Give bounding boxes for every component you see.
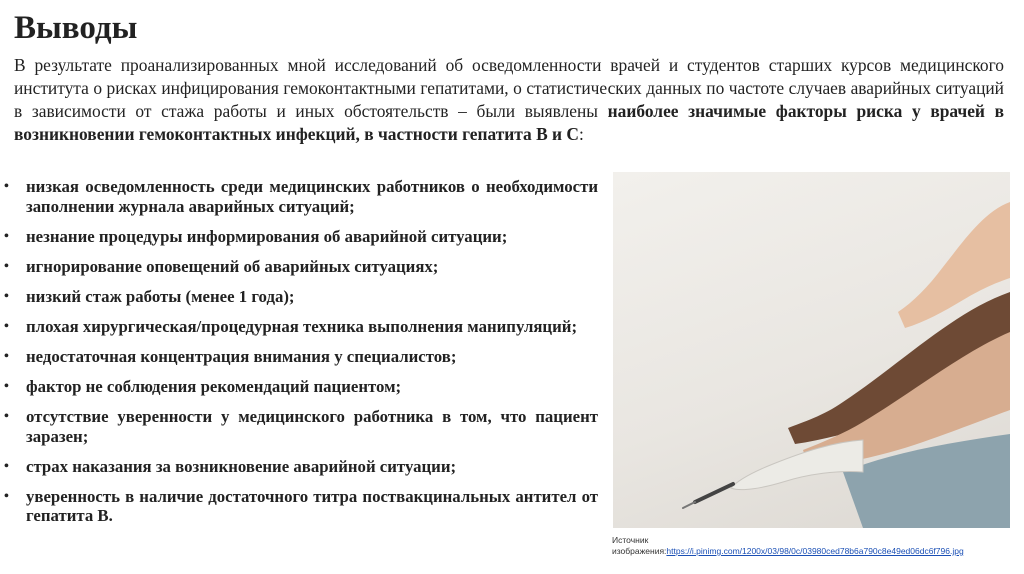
list-item: [4, 287, 598, 307]
bullet-icon: •: [4, 409, 9, 425]
list-item-text: незнание процедуры информирования об аварийной ситуации;: [26, 226, 508, 246]
scalpel-shape: [695, 484, 733, 502]
list-item: [4, 377, 598, 397]
list-item: [4, 227, 598, 247]
bullet-icon: •: [4, 458, 9, 474]
caption-label: Источник: [612, 535, 649, 545]
list-item-text: игнорирование оповещений об аварийных ситуациях;: [26, 256, 439, 276]
list-item-text: низкий стаж работы (менее 1 года);: [26, 286, 295, 306]
intro-tail: :: [578, 124, 584, 144]
bullet-icon: •: [4, 318, 9, 334]
list-item-text: уверенность в наличие достаточного титра поствакцинальных антител от гепатита В.: [26, 486, 598, 526]
hands-illustration: [613, 172, 1010, 528]
list-item-text: плохая хирургическая/процедурная техника выполнения манипуляций;: [26, 316, 578, 336]
list-item: [4, 177, 598, 216]
list-item: [4, 457, 598, 477]
bullet-icon: •: [4, 288, 9, 304]
bullet-icon: •: [4, 348, 9, 364]
intro-text: В результате проанализированных мной исследований об осведомленности врачей и студентов старших курсов медицинского института о рисках инфицирования гемоконтактными гепатитами, о статистических данных по частоте случаев аварийных ситуаций в зависимости от стажа работы и иных обстоятельств – были выявлены: [14, 55, 1004, 121]
image-source-caption: [612, 535, 1022, 557]
list-item-text: фактор не соблюдения рекомендаций пациентом;: [26, 377, 402, 397]
list-item: [4, 487, 598, 526]
caption-line: [612, 546, 1022, 557]
list-item: [4, 407, 598, 446]
intro-bold-text: наиболее значимые факторы риска у врачей в возникновении гемоконтактных инфекций, в частности гепатита В и С: [14, 101, 1004, 144]
image-source-link[interactable]: https://i.pinimg.com/1200x/03/98/0c/03980ced78b6a790c8e49ed06dc6f796.jpg: [666, 546, 964, 556]
caption-label-2: изображения:: [612, 546, 667, 556]
list-item-text: недостаточная концентрация внимания у специалистов;: [26, 346, 457, 366]
bullet-icon: •: [4, 258, 9, 274]
bullet-icon: •: [4, 488, 9, 504]
bullet-icon: •: [4, 179, 9, 194]
slide-title: Выводы: [14, 10, 138, 46]
list-item: [4, 317, 598, 337]
hands-scalpel-photo: [613, 172, 1010, 528]
list-item-text: низкая осведомленность среди медицинских работников о необходимости заполнении журнала аварийных ситуаций;: [26, 177, 598, 216]
intro-paragraph: [14, 54, 1004, 146]
bullet-icon: •: [4, 228, 9, 244]
list-item: [4, 257, 598, 277]
list-item-text: страх наказания за возникновение аварийной ситуации;: [26, 456, 457, 476]
risk-factor-list: [4, 177, 598, 536]
list-item: [4, 347, 598, 367]
gloved-hand-shape: [731, 440, 863, 490]
bullet-icon: •: [4, 379, 9, 395]
list-item-text: отсутствие уверенности у медицинского работника в том, что пациент заразен;: [26, 407, 598, 446]
